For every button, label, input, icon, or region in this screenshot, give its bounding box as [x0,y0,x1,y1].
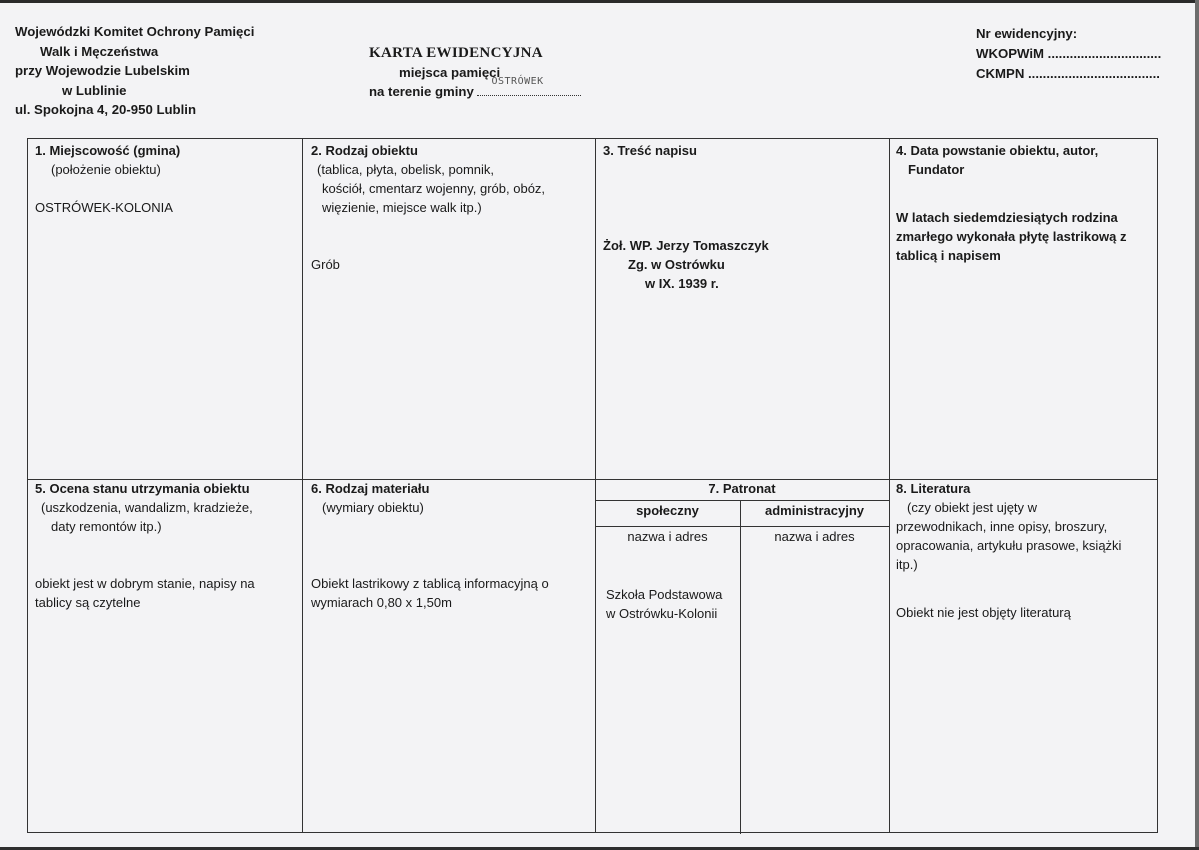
field-value-line: wymiarach 0,80 x 1,50m [311,595,452,610]
field-hint: (czy obiekt jest ujęty w [907,500,1038,515]
field-8-literature [896,479,1156,622]
inscription-line: Zg. w Ostrówku [628,257,725,272]
column-divider [302,139,303,832]
organization-header [15,22,254,120]
patronage-social-value [606,585,738,623]
field-value-line: tablicą i napisem [896,248,1001,263]
field-5-condition [35,479,297,612]
field-value: OSTRÓWEK-KOLONIA [35,200,173,215]
field-hint: opracowania, artykułu prasowe, książki [896,538,1122,553]
registry-number-block [976,24,1161,84]
field-value: Obiekt nie jest objęty literaturą [896,605,1071,620]
field-heading: 1. Miejscowość (gmina) [35,143,181,158]
field-6-material [311,479,591,612]
org-line: Wojewódzki Komitet Ochrony Pamięci [15,24,255,39]
patronat-divider [595,526,889,527]
patronage-social-subheader: nazwa i adres [627,529,708,544]
org-address: ul. Spokojna 4, 20-950 Lublin [15,102,196,117]
field-hint: więzienie, miejsce walk itp.) [322,200,482,215]
registry-number-label: Nr ewidencyjny: [976,26,1078,41]
patronage-social-header: społeczny [636,503,699,518]
field-hint: (położenie obiektu) [51,162,161,177]
field-4-date-author [896,141,1156,265]
ckmpn-field: CKMPN .................................... [976,66,1160,81]
field-heading: 5. Ocena stanu utrzymania obiektu [35,481,250,496]
patronat-column-divider [740,500,741,834]
field-hint: (uszkodzenia, wandalizm, kradzieże, [41,500,253,515]
inscription-line: w IX. 1939 r. [645,276,719,291]
field-heading: Fundator [908,162,965,177]
gmina-field [477,76,581,96]
field-value-line: Szkoła Podstawowa [606,587,723,602]
wkopwim-field: WKOPWiM ............................... [976,46,1162,61]
field-heading: 2. Rodzaj obiektu [311,143,418,158]
field-value-line: zmarłego wykonała płytę lastrikową z [896,229,1127,244]
field-value-line: w Ostrówku-Kolonii [606,606,718,621]
gmina-label: na terenie gminy [369,84,474,99]
org-line: Walk i Męczeństwa [40,43,159,59]
field-3-inscription [603,141,885,293]
scan-edge-right [1195,0,1199,850]
field-hint: (tablica, płyta, obelisk, pomnik, [317,162,495,177]
inscription-line: Żoł. WP. Jerzy Tomaszczyk [603,238,769,253]
field-hint: itp.) [896,557,918,572]
column-divider [889,139,890,832]
record-card-table [27,138,1158,833]
page-subtitle: miejsca pamięci [399,65,501,80]
gmina-line [369,76,581,101]
org-line: w Lublinie [62,82,127,98]
field-value-line: Obiekt lastrikowy z tablicą informacyjną o [311,576,549,591]
gmina-handwritten-value: OSTRÓWEK [491,76,544,87]
field-value-line: tablicy są czytelne [35,595,141,610]
patronat-divider [595,500,889,501]
field-2-object-type [311,141,591,274]
org-line: przy Wojewodzie Lubelskim [15,63,190,78]
card-title-block [369,44,581,101]
field-hint: kościół, cmentarz wojenny, grób, obóz, [322,181,546,196]
field-heading: 3. Treść napisu [603,143,697,158]
field-heading: 4. Data powstanie obiektu, autor, [896,143,1099,158]
field-hint: przewodnikach, inne opisy, broszury, [896,519,1108,534]
field-heading: 6. Rodzaj materiału [311,481,430,496]
field-7-patronage-heading: 7. Patronat [708,481,776,496]
patronage-admin-header: administracyjny [765,503,864,518]
field-hint: (wymiary obiektu) [322,500,424,515]
patronage-admin-subheader: nazwa i adres [774,529,855,544]
page-title: KARTA EWIDENCYJNA [369,45,543,61]
field-hint: daty remontów itp.) [51,519,162,534]
scan-edge-top [0,0,1199,3]
field-value-line: obiekt jest w dobrym stanie, napisy na [35,576,255,591]
field-1-location [35,141,297,217]
field-heading: 8. Literatura [896,481,971,496]
field-value-line: W latach siedemdziesiątych rodzina [896,210,1118,225]
field-value: Grób [311,257,340,272]
